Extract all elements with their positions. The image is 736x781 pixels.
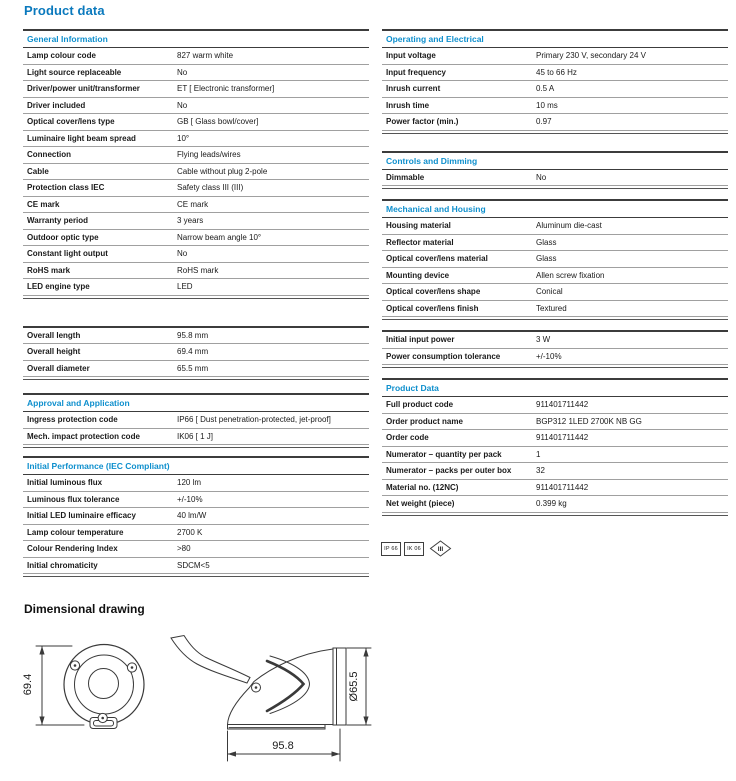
spec-row xyxy=(23,263,369,280)
spec-value: 65.5 mm xyxy=(177,363,209,373)
spec-label: Initial luminous flux xyxy=(27,478,103,488)
spec-value: LED xyxy=(177,282,193,292)
spec-value: +/-10% xyxy=(536,351,562,361)
spec-label: Ingress protection code xyxy=(27,415,118,425)
housing-outline xyxy=(64,645,144,725)
base-plate xyxy=(228,725,326,730)
drawing-title: Dimensional drawing xyxy=(24,602,145,616)
spec-row xyxy=(382,48,728,65)
spec-row xyxy=(382,332,728,349)
spec-table-initial-performance-iec-compliant xyxy=(23,456,369,577)
screw-icon xyxy=(252,683,261,692)
spec-value: 3 W xyxy=(536,335,551,345)
spec-label: Optical cover/lens material xyxy=(386,254,488,264)
spec-label: Constant light output xyxy=(27,249,108,259)
spec-value: Aluminum die-cast xyxy=(536,221,602,231)
left-column xyxy=(23,29,369,577)
spec-row xyxy=(382,81,728,98)
section-header: Operating and Electrical xyxy=(382,31,728,48)
spec-label: Protection class IEC xyxy=(27,183,105,193)
spec-value: Flying leads/wires xyxy=(177,150,241,160)
spec-label: Numerator – quantity per pack xyxy=(386,449,502,459)
spec-value: +/-10% xyxy=(177,494,203,504)
spec-value: IP66 [ Dust penetration-protected, jet-proof] xyxy=(177,415,331,425)
spec-table-initial-input-power xyxy=(382,330,728,368)
spec-row xyxy=(382,414,728,431)
ik-rating-icon: IK 06 xyxy=(404,542,424,556)
spec-label: LED engine type xyxy=(27,282,90,292)
spec-label: Outdoor optic type xyxy=(27,232,99,242)
spec-value: 827 warm white xyxy=(177,51,234,61)
spec-label: Optical cover/lens shape xyxy=(386,287,481,297)
spec-row xyxy=(382,349,728,366)
spec-label: Inrush time xyxy=(386,100,430,110)
spec-value: No xyxy=(177,249,188,259)
spec-row xyxy=(23,213,369,230)
spec-label: Numerator – packs per outer box xyxy=(386,466,512,476)
spec-label: Overall length xyxy=(27,330,81,340)
spec-row xyxy=(23,344,369,361)
spec-value: ET [ Electronic transformer] xyxy=(177,84,275,94)
spec-row xyxy=(23,147,369,164)
ip-rating-icon: IP 66 xyxy=(381,542,401,556)
spec-value: No xyxy=(177,67,188,77)
spec-value: 0.97 xyxy=(536,117,552,127)
spec-label: Driver/power unit/transformer xyxy=(27,84,140,94)
spec-label: Driver included xyxy=(27,100,86,110)
spec-row xyxy=(23,429,369,446)
certification-badges xyxy=(381,540,452,557)
spec-label: Lamp colour code xyxy=(27,51,96,61)
spec-row xyxy=(382,98,728,115)
spec-row xyxy=(382,284,728,301)
spec-value: 911401711442 xyxy=(536,433,589,443)
section-header: Product Data xyxy=(382,380,728,397)
spec-row xyxy=(23,361,369,378)
spec-table-overall-length xyxy=(23,326,369,381)
spec-value: 69.4 mm xyxy=(177,347,209,357)
right-column xyxy=(382,29,728,516)
dim-height-label: 69.4 xyxy=(22,673,34,696)
spec-label: Optical cover/lens type xyxy=(27,117,115,127)
class-3-label: III xyxy=(437,546,444,553)
section-header: Initial Performance (IEC Compliant) xyxy=(23,458,369,475)
spec-value: SDCM<5 xyxy=(177,560,210,570)
spec-row xyxy=(382,65,728,82)
luminaire-body xyxy=(228,649,334,725)
spec-value: 45 to 66 Hz xyxy=(536,67,577,77)
spec-value: 3 years xyxy=(177,216,204,226)
section-header: General Information xyxy=(23,31,369,48)
section-header: Approval and Application xyxy=(23,395,369,412)
spec-label: Optical cover/lens finish xyxy=(386,303,479,313)
spec-value: Glass xyxy=(536,237,557,247)
spec-value: 911401711442 xyxy=(536,482,589,492)
spec-row xyxy=(23,525,369,542)
spec-value: Conical xyxy=(536,287,563,297)
spec-value: 32 xyxy=(536,466,545,476)
spec-row xyxy=(23,412,369,429)
rear-plate xyxy=(333,648,346,725)
spec-label: Initial input power xyxy=(386,335,455,345)
section-header: Mechanical and Housing xyxy=(382,201,728,218)
spec-row xyxy=(23,65,369,82)
spec-row xyxy=(382,447,728,464)
spec-row xyxy=(23,98,369,115)
spec-label: Full product code xyxy=(386,400,454,410)
spec-value: Safety class III (III) xyxy=(177,183,244,193)
spec-row xyxy=(23,541,369,558)
spec-label: Cable xyxy=(27,166,49,176)
spec-table-general-information xyxy=(23,29,369,299)
spec-value: 95.8 mm xyxy=(177,330,209,340)
spec-table-approval-and-application xyxy=(23,393,369,448)
spec-label: Overall diameter xyxy=(27,363,90,373)
dim-diameter-label: Ø65.5 xyxy=(348,671,360,702)
spec-row xyxy=(23,81,369,98)
spec-value: Glass xyxy=(536,254,557,264)
spec-table-controls-and-dimming xyxy=(382,151,728,190)
spec-row xyxy=(382,114,728,131)
spec-row xyxy=(23,131,369,148)
spec-label: Input voltage xyxy=(386,51,436,61)
spec-label: Net weight (piece) xyxy=(386,499,455,509)
dimensional-drawing xyxy=(0,621,420,781)
spec-row xyxy=(23,230,369,247)
spec-value: Primary 230 V, secondary 24 V xyxy=(536,51,646,61)
spec-label: Power factor (min.) xyxy=(386,117,459,127)
spec-value: No xyxy=(536,172,547,182)
spec-value: RoHS mark xyxy=(177,265,219,275)
spec-table-mechanical-and-housing xyxy=(382,199,728,320)
spec-value: 0.399 kg xyxy=(536,499,567,509)
spec-row xyxy=(23,475,369,492)
spec-row xyxy=(382,480,728,497)
spec-row xyxy=(23,508,369,525)
spec-value: 911401711442 xyxy=(536,400,589,410)
section-header: Controls and Dimming xyxy=(382,153,728,170)
dim-length-label: 95.8 xyxy=(272,740,294,752)
class-3-diamond-icon xyxy=(429,540,452,557)
spec-value: >80 xyxy=(177,544,191,554)
spec-label: Light source replaceable xyxy=(27,67,122,77)
spec-value: 1 xyxy=(536,449,541,459)
spec-value: 40 lm/W xyxy=(177,511,207,521)
front-view xyxy=(36,645,144,729)
spec-label: Initial LED luminaire efficacy xyxy=(27,511,136,521)
spec-label: Inrush current xyxy=(386,84,441,94)
cable xyxy=(171,636,250,684)
spec-label: Overall height xyxy=(27,347,81,357)
spec-label: Mech. impact protection code xyxy=(27,431,140,441)
spec-label: Initial chromaticity xyxy=(27,560,98,570)
spec-label: Colour Rendering Index xyxy=(27,544,118,554)
spec-row xyxy=(382,397,728,414)
spec-label: Order code xyxy=(386,433,429,443)
spec-value: No xyxy=(177,100,188,110)
spec-row xyxy=(382,218,728,235)
spec-row xyxy=(23,492,369,509)
spec-label: Mounting device xyxy=(386,270,450,280)
spec-value: Cable without plug 2-pole xyxy=(177,166,268,176)
spec-value: 10° xyxy=(177,133,190,143)
spec-row xyxy=(23,114,369,131)
spec-value: Narrow beam angle 10° xyxy=(177,232,262,242)
spec-value: 10 ms xyxy=(536,100,558,110)
spec-value: CE mark xyxy=(177,199,209,209)
spec-label: Dimmable xyxy=(386,172,425,182)
spec-label: Power consumption tolerance xyxy=(386,351,501,361)
spec-row xyxy=(23,197,369,214)
spec-value: Textured xyxy=(536,303,567,313)
spec-table-operating-and-electrical xyxy=(382,29,728,134)
page-title: Product data xyxy=(24,3,105,18)
spec-row xyxy=(382,430,728,447)
spec-value: GB [ Glass bowl/cover] xyxy=(177,117,259,127)
spec-row xyxy=(23,180,369,197)
spec-label: Input frequency xyxy=(386,67,447,77)
spec-value: 0.5 A xyxy=(536,84,555,94)
spec-row xyxy=(382,170,728,187)
spec-row xyxy=(23,48,369,65)
spec-label: Housing material xyxy=(386,221,451,231)
spec-label: Order product name xyxy=(386,416,463,426)
spec-row xyxy=(382,235,728,252)
spec-value: 2700 K xyxy=(177,527,203,537)
spec-row xyxy=(382,268,728,285)
spec-row xyxy=(382,463,728,480)
spec-label: Warranty period xyxy=(27,216,89,226)
side-view xyxy=(171,636,371,762)
spec-label: Luminous flux tolerance xyxy=(27,494,120,504)
height-dimension xyxy=(39,646,44,725)
spec-value: Allen screw fixation xyxy=(536,270,605,280)
spec-label: CE mark xyxy=(27,199,60,209)
spec-value: BGP312 1LED 2700K NB GG xyxy=(536,416,642,426)
spec-row xyxy=(382,301,728,318)
spec-row xyxy=(23,558,369,575)
spec-label: RoHS mark xyxy=(27,265,71,275)
spec-label: Reflector material xyxy=(386,237,454,247)
spec-label: Material no. (12NC) xyxy=(386,482,459,492)
spec-label: Luminaire light beam spread xyxy=(27,133,136,143)
spec-row xyxy=(23,279,369,296)
spec-row xyxy=(23,246,369,263)
spec-label: Lamp colour temperature xyxy=(27,527,124,537)
spec-row xyxy=(382,496,728,513)
spec-value: 120 lm xyxy=(177,478,202,488)
spec-value: IK06 [ 1 J] xyxy=(177,431,214,441)
spec-label: Connection xyxy=(27,150,71,160)
spec-row xyxy=(23,164,369,181)
spec-row xyxy=(23,328,369,345)
spec-row xyxy=(382,251,728,268)
spec-table-product-data xyxy=(382,378,728,516)
